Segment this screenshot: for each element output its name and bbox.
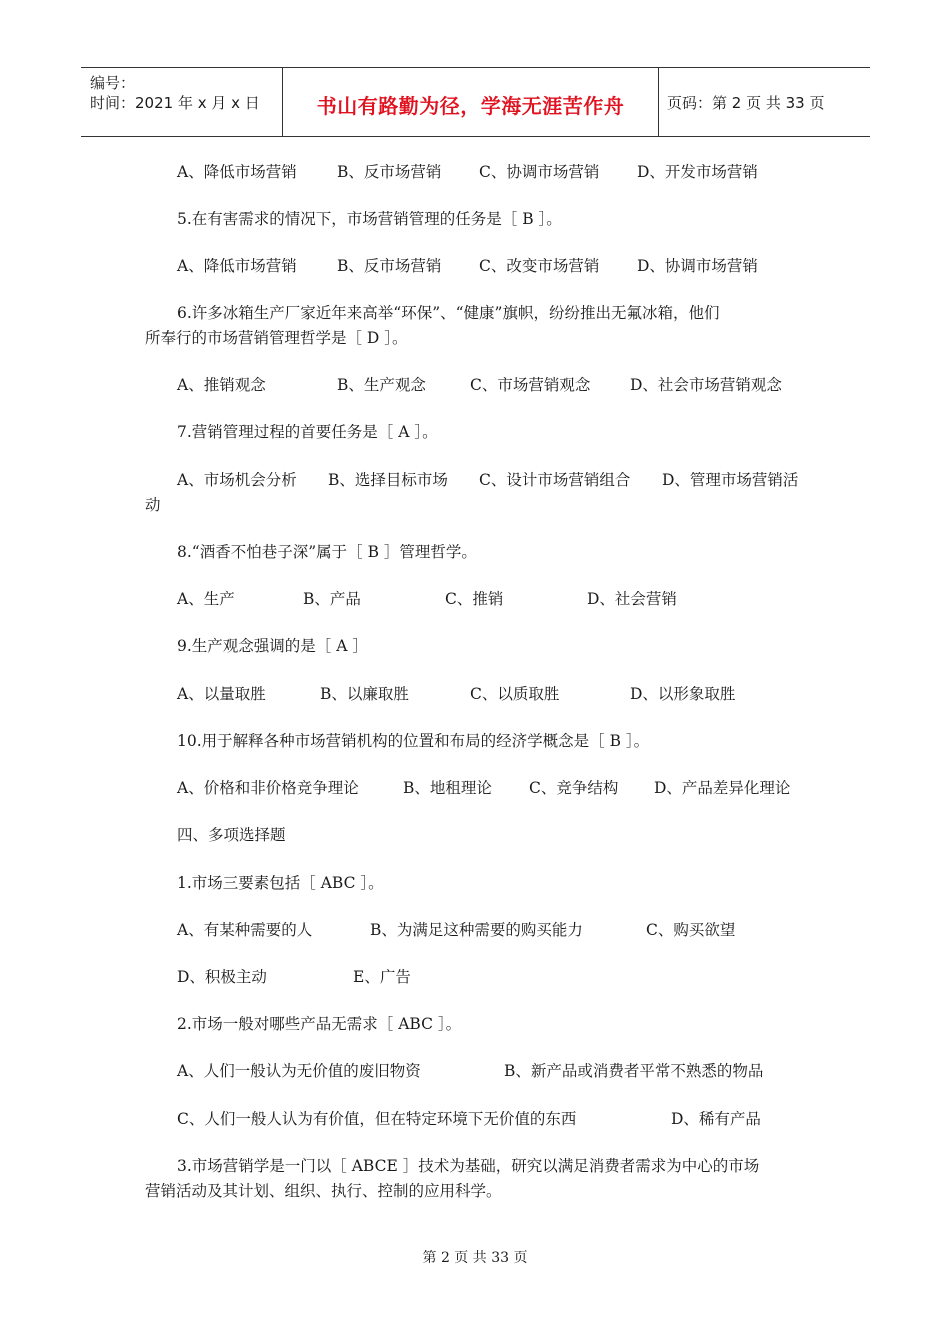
- header-motto: 书山有路勤为径，学海无涯苦作舟: [316, 94, 625, 118]
- q10-option-d: D、产品差异化理论: [654, 779, 791, 797]
- q7-option-b: B、选择目标市场: [328, 471, 448, 489]
- q7-stem: 7.营销管理过程的首要任务是［ A ］。: [177, 423, 438, 441]
- q7-option-c: C、设计市场营销组合: [479, 471, 631, 489]
- m2-option-d: D、稀有产品: [671, 1110, 761, 1128]
- m2-option-b: B、新产品或消费者平常不熟悉的物品: [504, 1062, 764, 1080]
- document-number-label: 编号：: [90, 74, 136, 92]
- q5-option-a: A、降低市场营销: [177, 257, 297, 275]
- q4-option-c: C、协调市场营销: [479, 163, 600, 181]
- q5-option-c: C、改变市场营销: [479, 257, 600, 275]
- q8-option-d: D、社会营销: [587, 590, 677, 608]
- q7-option-d-wrap: 动: [145, 496, 161, 514]
- q10-option-c: C、竞争结构: [529, 779, 619, 797]
- q8-option-c: C、推销: [445, 590, 504, 608]
- q8-option-a: A、生产: [177, 590, 235, 608]
- section-heading: 四、多项选择题: [177, 826, 286, 844]
- q6-stem-line2: 所奉行的市场营销管理哲学是［ D ］。: [145, 329, 408, 347]
- m1-option-d: D、积极主动: [177, 968, 267, 986]
- q8-option-b: B、产品: [303, 590, 361, 608]
- m1-option-e: E、广告: [353, 968, 411, 986]
- header-motto-cell: [283, 68, 659, 136]
- m3-stem-line2: 营销活动及其计划、组织、执行、控制的应用科学。: [145, 1182, 502, 1200]
- m1-option-a: A、有某种需要的人: [177, 921, 313, 939]
- m2-stem: 2.市场一般对哪些产品无需求［ ABC ］。: [177, 1015, 462, 1033]
- m3-stem-line1: 3.市场营销学是一门以［ ABCE ］技术为基础，研究以满足消费者需求为中心的市场: [177, 1157, 760, 1175]
- q7-option-a: A、市场机会分析: [177, 471, 297, 489]
- q9-option-d: D、以形象取胜: [630, 685, 736, 703]
- page-header: [81, 67, 870, 137]
- q4-option-a: A、降低市场营销: [177, 163, 297, 181]
- q10-option-b: B、地租理论: [403, 779, 492, 797]
- q5-option-b: B、反市场营销: [337, 257, 442, 275]
- header-page-label: 页码：第 2 页 共 33 页: [667, 94, 825, 112]
- page-footer: 第 2 页 共 33 页: [422, 1250, 528, 1266]
- q9-stem: 9.生产观念强调的是［ A ］: [177, 637, 368, 655]
- q9-option-b: B、以廉取胜: [320, 685, 409, 703]
- q8-stem: 8.“酒香不怕巷子深”属于［ B ］管理哲学。: [177, 543, 477, 561]
- q6-option-b: B、生产观念: [337, 376, 426, 394]
- q10-option-a: A、价格和非价格竞争理论: [177, 779, 359, 797]
- q9-option-c: C、以质取胜: [470, 685, 560, 703]
- q5-stem: 5.在有害需求的情况下，市场营销管理的任务是［ B ］。: [177, 210, 562, 228]
- header-page-cell: [659, 68, 870, 136]
- q6-option-c: C、市场营销观念: [470, 376, 591, 394]
- m2-option-a: A、人们一般认为无价值的废旧物资: [177, 1062, 421, 1080]
- document-date-label: 时间：2021 年 x 月 x 日: [90, 94, 260, 112]
- m1-option-b: B、为满足这种需要的购买能力: [370, 921, 583, 939]
- q6-option-a: A、推销观念: [177, 376, 266, 394]
- m2-option-c: C、人们一般人认为有价值，但在特定环境下无价值的东西: [177, 1110, 577, 1128]
- q4-option-d: D、开发市场营销: [637, 163, 758, 181]
- q10-stem: 10.用于解释各种市场营销机构的位置和布局的经济学概念是［ B ］。: [177, 732, 650, 750]
- q9-option-a: A、以量取胜: [177, 685, 266, 703]
- q5-option-d: D、协调市场营销: [637, 257, 758, 275]
- q7-option-d: D、管理市场营销活: [662, 471, 799, 489]
- m1-stem: 1.市场三要素包括［ ABC ］。: [177, 874, 384, 892]
- header-meta-cell: [81, 68, 283, 136]
- q6-stem-line1: 6.许多冰箱生产厂家近年来高举“环保”、“健康”旗帜，纷纷推出无氟冰箱，他们: [177, 304, 720, 322]
- q6-option-d: D、社会市场营销观念: [630, 376, 782, 394]
- m1-option-c: C、购买欲望: [646, 921, 736, 939]
- q4-option-b: B、反市场营销: [337, 163, 442, 181]
